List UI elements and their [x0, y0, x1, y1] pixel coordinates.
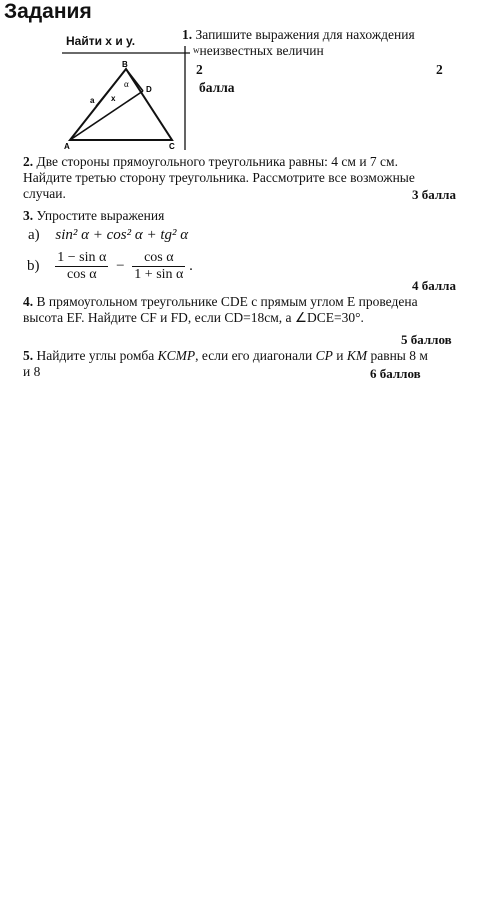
task1-line1	[182, 27, 415, 42]
task5-text-post: равны 8 м	[370, 348, 428, 363]
task2-text-line3: случаи.	[23, 186, 66, 201]
task3-b-frac1-den: cos α	[67, 267, 97, 282]
task5-and: и	[336, 348, 344, 363]
task1-line2	[193, 43, 324, 58]
label-x: x	[111, 94, 116, 103]
task3-number: 3.	[23, 208, 34, 223]
task4-points: 5 баллов	[401, 332, 452, 347]
task2-text-line1: Две стороны прямоугольного треугольника равны: 4 см и 7 см.	[36, 154, 398, 169]
task3-points: 4 балла	[412, 278, 456, 293]
segment-ad	[70, 91, 143, 140]
task4-text-line1: В прямоугольном треугольнике CDE с прямым углом E проведена	[36, 294, 418, 309]
task5-points: 6 баллов	[370, 366, 421, 381]
task3-b	[27, 250, 193, 283]
task3-text: Упростите выражения	[36, 208, 165, 223]
task2-line1	[23, 154, 398, 169]
triangle-figure	[0, 0, 500, 160]
task5-text-pre: Найдите углы ромба	[36, 348, 155, 363]
task5-diag1: CP	[315, 348, 333, 363]
task3-b-label: b)	[27, 258, 40, 274]
task1-text-line1: Запишите выражения для нахождения	[195, 27, 415, 42]
task2-text-line2: Найдите третью сторону треугольника. Рассмотрите все возможные	[23, 170, 415, 185]
figure-label: Найти x и y.	[66, 34, 136, 48]
vertex-b: B	[122, 60, 128, 69]
task3-line	[23, 208, 164, 223]
task1-col-left: 2	[196, 62, 203, 77]
task3-b-end: .	[189, 258, 193, 274]
task1-number: 1.	[182, 27, 193, 42]
task3-b-frac2-num: cos α	[132, 250, 185, 267]
task3-b-frac2-den: 1 + sin α	[134, 267, 184, 282]
task1-stray-mark: w	[193, 45, 200, 55]
task5-text-line2: и 8	[23, 364, 41, 379]
task3-a-expr: sin² α + cos² α + tg² α	[55, 227, 189, 243]
label-a: a	[90, 96, 95, 105]
task3-b-minus: −	[116, 258, 125, 274]
task5-line1	[23, 348, 428, 363]
task3-b-frac2	[132, 250, 185, 283]
task3-a	[28, 227, 188, 244]
task3-b-frac1-num: 1 − sin α	[57, 250, 107, 265]
task4-line1	[23, 294, 418, 309]
vertex-c: C	[169, 142, 175, 151]
task1-col-right: 2	[436, 62, 443, 77]
vertex-a: A	[64, 142, 70, 151]
task4-text-line2: высота EF. Найдите CF и FD, если CD=18см, а ∠DCE=30°.	[23, 310, 364, 325]
task3-b-frac1	[55, 250, 108, 283]
task1-points: балла	[199, 80, 235, 95]
task3-a-label: a)	[28, 227, 40, 243]
task5-number: 5.	[23, 348, 34, 363]
page-title: Задания	[4, 0, 92, 23]
task5-rhombus: KCMP	[157, 348, 196, 363]
task5-text-mid: , если его диагонали	[195, 348, 313, 363]
task1-text-line2: неизвестных величин	[199, 43, 324, 58]
task2-number: 2.	[23, 154, 34, 169]
task4-number: 4.	[23, 294, 34, 309]
vertex-d: D	[146, 85, 152, 94]
task2-points: 3 балла	[412, 187, 456, 202]
task5-diag2: KM	[346, 348, 368, 363]
label-alpha: α	[124, 79, 129, 89]
